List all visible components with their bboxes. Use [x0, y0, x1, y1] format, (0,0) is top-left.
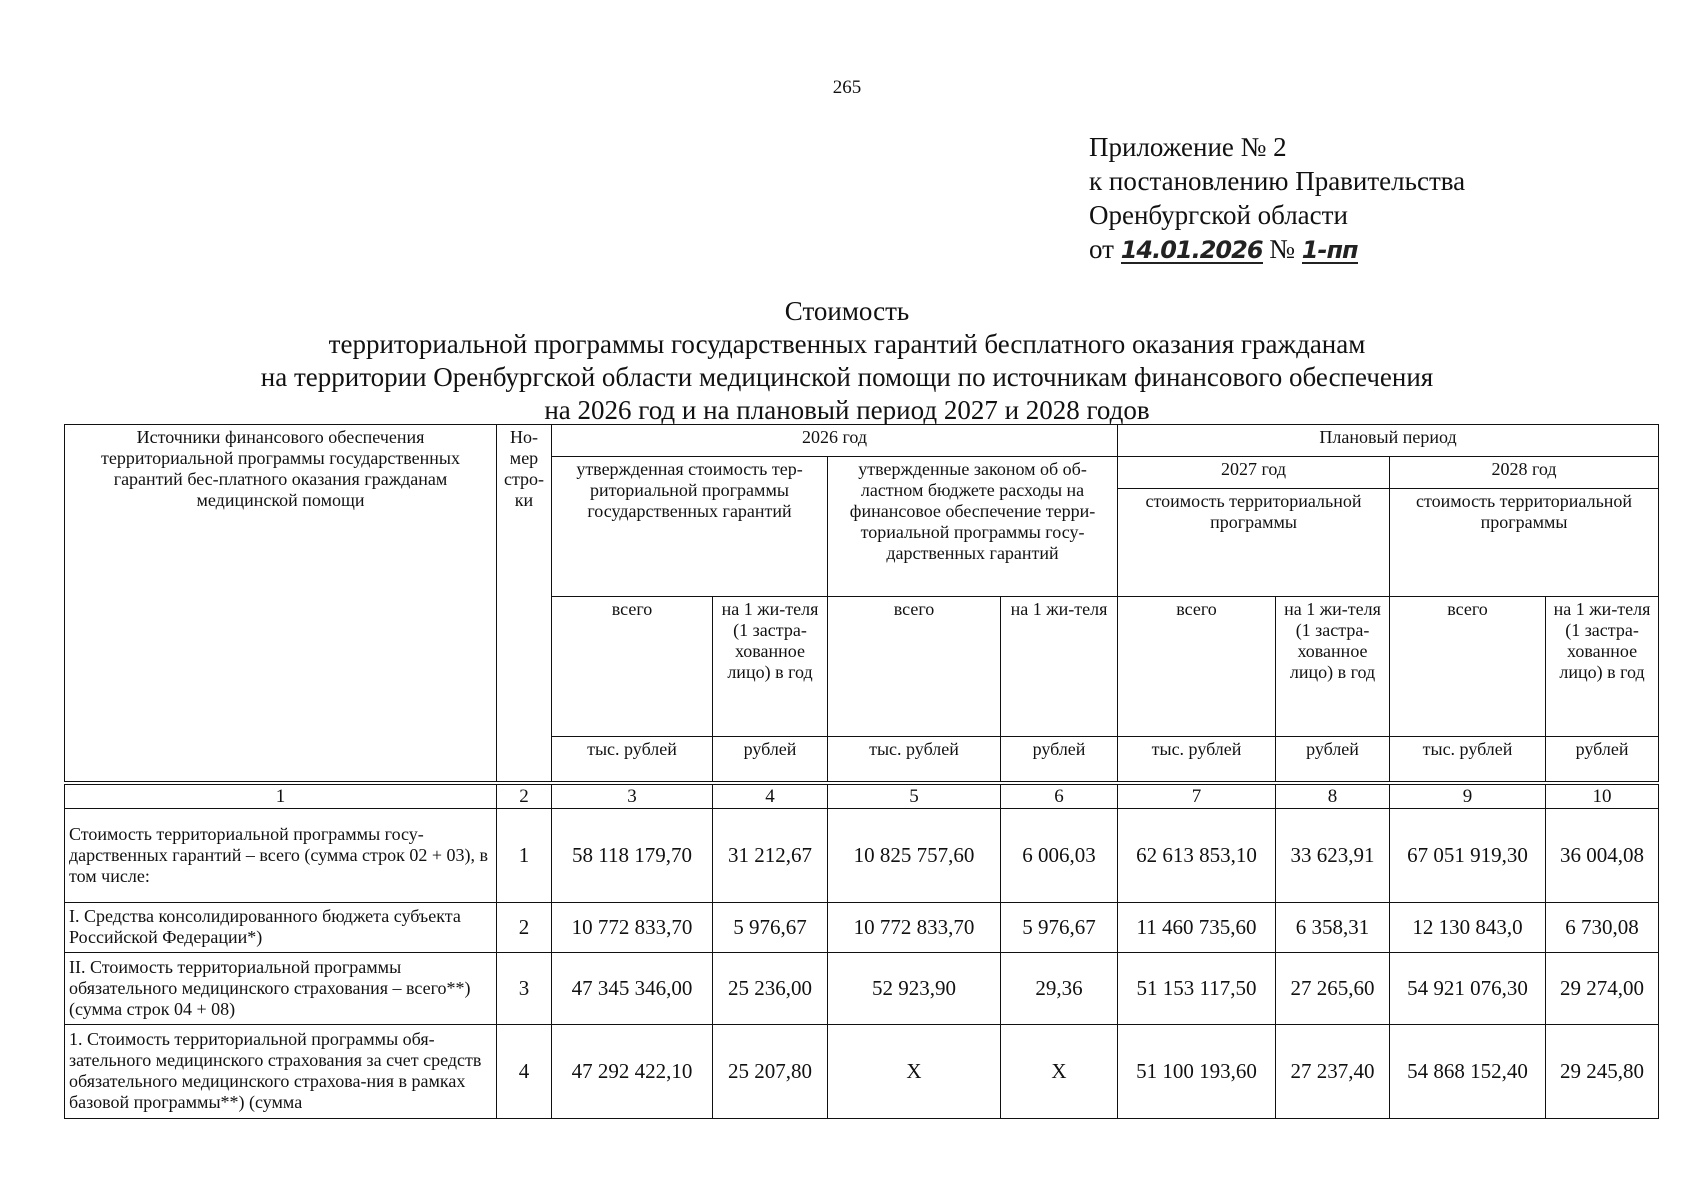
cell-value: 29 245,80 [1546, 1024, 1659, 1118]
cell-value: 58 118 179,70 [552, 808, 713, 902]
row-number: 4 [497, 1024, 552, 1118]
cell-value: X [828, 1024, 1001, 1118]
cell-value: 29 274,00 [1546, 952, 1659, 1024]
header-cost-2027: стоимость территориальной программы [1118, 489, 1390, 597]
unit-5: тыс. рублей [828, 737, 1001, 783]
header-planned-period: Плановый период [1118, 425, 1659, 457]
title-line-3: на территории Оренбургской области медицинской помощи по источникам финансового обеспечения [260, 362, 1434, 392]
title-line-2: территориальной программы государственных гарантий бесплатного оказания гражданам [328, 329, 1366, 359]
cell-value: 6 358,31 [1276, 902, 1390, 952]
row-number: 3 [497, 952, 552, 1024]
unit-8: рублей [1276, 737, 1390, 783]
handwritten-number: 1-пп [1301, 236, 1358, 264]
cell-value: 11 460 735,60 [1118, 902, 1276, 952]
column-number: 8 [1276, 783, 1390, 809]
column-number: 9 [1390, 783, 1546, 809]
cell-value: 33 623,91 [1276, 808, 1390, 902]
date-prefix: от [1089, 234, 1114, 264]
column-number: 5 [828, 783, 1001, 809]
header-sources: Источники финансового обеспечения территориальной программы государственных гарантий бес-платного оказания гражданам медицинской помощи [65, 425, 497, 783]
cell-value: 29,36 [1001, 952, 1118, 1024]
cell-value: 5 976,67 [1001, 902, 1118, 952]
header-per-capita-6: на 1 жи-теля [1001, 597, 1118, 737]
cell-value: 10 772 833,70 [828, 902, 1001, 952]
column-number: 10 [1546, 783, 1659, 809]
cell-value: 36 004,08 [1546, 808, 1659, 902]
column-number: 4 [713, 783, 828, 809]
cell-value: 5 976,67 [713, 902, 828, 952]
header-approved-law: утвержденные законом об об-ластном бюджете расходы на финансовое обеспечение терри-ториальной программы госу-дарственных гарантий [828, 457, 1118, 597]
column-number: 3 [552, 783, 713, 809]
unit-7: тыс. рублей [1118, 737, 1276, 783]
header-total-7: всего [1118, 597, 1276, 737]
row-label: 1. Стоимость территориальной программы обя-зательного медицинского страхования за счет средств обязательного медицинского страхова-ния в рамках базовой программы**) (сумма [65, 1024, 497, 1118]
unit-3: тыс. рублей [552, 737, 713, 783]
appendix-block [1089, 130, 1465, 266]
unit-9: тыс. рублей [1390, 737, 1546, 783]
appendix-line-1: Приложение № 2 [1089, 132, 1287, 162]
unit-4: рублей [713, 737, 828, 783]
handwritten-date: 14.01.2026 [1120, 236, 1263, 264]
cost-table [64, 424, 1659, 1119]
cell-value: 25 236,00 [713, 952, 828, 1024]
cell-value: 67 051 919,30 [1390, 808, 1546, 902]
cell-value: X [1001, 1024, 1118, 1118]
cell-value: 54 921 076,30 [1390, 952, 1546, 1024]
row-label: II. Стоимость территориальной программы обязательного медицинского страхования – всего**) (сумма строк 04 + 08) [65, 952, 497, 1024]
header-total-5: всего [828, 597, 1001, 737]
number-prefix: № [1269, 234, 1296, 264]
header-year-2027: 2027 год [1118, 457, 1390, 489]
header-year-2026: 2026 год [552, 425, 1118, 457]
cell-value: 27 237,40 [1276, 1024, 1390, 1118]
appendix-line-2: к постановлению Правительства [1089, 166, 1466, 196]
title-line-4: на 2026 год и на плановый период 2027 и 2028 годов [544, 395, 1150, 425]
unit-6: рублей [1001, 737, 1118, 783]
row-number: 1 [497, 808, 552, 902]
page-number: 265 [832, 77, 862, 98]
unit-10: рублей [1546, 737, 1659, 783]
table-row [65, 808, 1659, 902]
table-row [65, 902, 1659, 952]
header-row-number: Но-мер стро-ки [497, 425, 552, 783]
row-label: I. Средства консолидированного бюджета субъекта Российской Федерации*) [65, 902, 497, 952]
table-row [65, 952, 1659, 1024]
cell-value: 47 292 422,10 [552, 1024, 713, 1118]
cell-value: 54 868 152,40 [1390, 1024, 1546, 1118]
column-number: 7 [1118, 783, 1276, 809]
header-total-9: всего [1390, 597, 1546, 737]
column-number: 6 [1001, 783, 1118, 809]
cell-value: 51 100 193,60 [1118, 1024, 1276, 1118]
row-number: 2 [497, 902, 552, 952]
header-per-capita-8: на 1 жи-теля (1 застра-хованное лицо) в год [1276, 597, 1390, 737]
cell-value: 10 825 757,60 [828, 808, 1001, 902]
header-year-2028: 2028 год [1390, 457, 1659, 489]
appendix-line-3: Оренбургской области [1089, 200, 1348, 230]
cell-value: 10 772 833,70 [552, 902, 713, 952]
cell-value: 6 006,03 [1001, 808, 1118, 902]
cell-value: 47 345 346,00 [552, 952, 713, 1024]
table-row [65, 1024, 1659, 1118]
header-approved-cost: утвержденная стоимость тер-риториальной программы государственных гарантий [552, 457, 828, 597]
column-number: 2 [497, 783, 552, 809]
row-label: Стоимость территориальной программы госу-дарственных гарантий – всего (сумма строк 02 + 03), в том числе: [65, 808, 497, 902]
cell-value: 6 730,08 [1546, 902, 1659, 952]
header-per-capita-10: на 1 жи-теля (1 застра-хованное лицо) в год [1546, 597, 1659, 737]
header-per-capita-4: на 1 жи-теля (1 застра-хованное лицо) в год [713, 597, 828, 737]
header-total-3: всего [552, 597, 713, 737]
cell-value: 51 153 117,50 [1118, 952, 1276, 1024]
header-cost-2028: стоимость территориальной программы [1390, 489, 1659, 597]
cell-value: 52 923,90 [828, 952, 1001, 1024]
cell-value: 25 207,80 [713, 1024, 828, 1118]
cell-value: 12 130 843,0 [1390, 902, 1546, 952]
cell-value: 27 265,60 [1276, 952, 1390, 1024]
document-title [0, 295, 1694, 427]
column-number: 1 [65, 783, 497, 809]
title-line-1: Стоимость [784, 296, 910, 326]
cell-value: 62 613 853,10 [1118, 808, 1276, 902]
cell-value: 31 212,67 [713, 808, 828, 902]
appendix-date-line [1089, 232, 1465, 266]
